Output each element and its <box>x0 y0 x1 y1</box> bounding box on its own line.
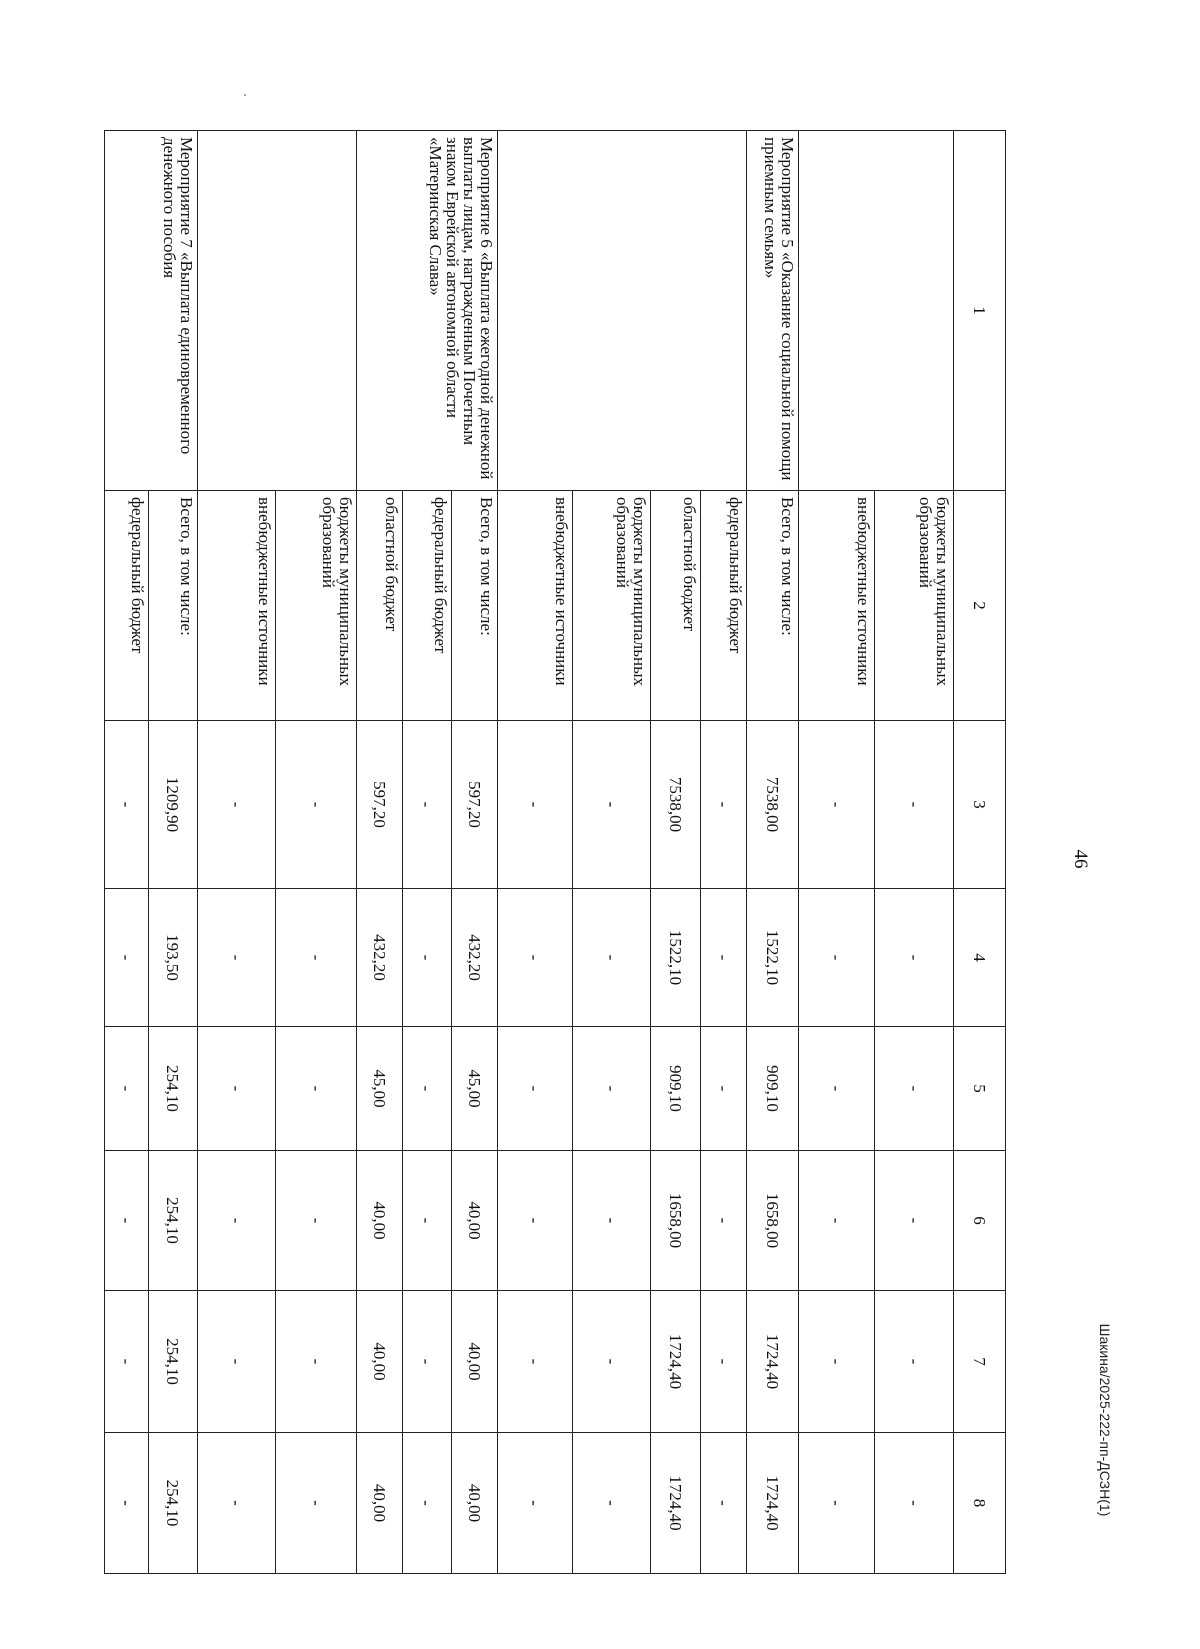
funding-source-cell: Всего, в том числе: <box>452 491 498 721</box>
value-cell: 40,00 <box>356 1433 402 1574</box>
value-cell: - <box>105 1151 149 1291</box>
value-cell: 1724,40 <box>747 1433 799 1574</box>
value-cell: - <box>701 1027 747 1151</box>
table-row <box>276 131 356 1574</box>
value-cell: - <box>572 1151 650 1291</box>
budget-table <box>104 130 1006 1574</box>
value-cell: - <box>498 1151 573 1291</box>
value-cell: - <box>875 1433 954 1574</box>
value-cell: - <box>701 1433 747 1574</box>
value-cell: - <box>701 889 747 1027</box>
funding-source-cell: внебюджетные источники <box>799 491 875 721</box>
funding-source-cell: внебюджетные источники <box>498 491 573 721</box>
value-cell: 1724,40 <box>650 1291 701 1433</box>
value-cell: - <box>875 1027 954 1151</box>
value-cell: 254,10 <box>148 1151 197 1291</box>
funding-source-cell: внебюджетные источники <box>198 491 276 721</box>
value-cell: - <box>105 1027 149 1151</box>
value-cell: - <box>402 1151 451 1291</box>
table-row <box>452 131 498 1574</box>
value-cell: 1209,90 <box>148 721 197 889</box>
value-cell: - <box>198 889 276 1027</box>
funding-source-cell: областной бюджет <box>356 491 402 721</box>
value-cell: - <box>105 889 149 1027</box>
value-cell: 40,00 <box>452 1291 498 1433</box>
value-cell: - <box>198 1027 276 1151</box>
page-number: 46 <box>1070 849 1091 869</box>
column-header: 5 <box>954 1027 1006 1151</box>
event-6-cell: Мероприятие 6 «Выплата ежегодной денежной выплаты лицам, награжденным Почетным знаком Еврейской автономной области «Материнская Слава» <box>356 131 497 491</box>
value-cell: - <box>701 1291 747 1433</box>
value-cell: 1522,10 <box>747 889 799 1027</box>
value-cell: 193,50 <box>148 889 197 1027</box>
value-cell: 432,20 <box>452 889 498 1027</box>
value-cell: 40,00 <box>452 1433 498 1574</box>
empty-event-cell <box>799 131 954 491</box>
value-cell: - <box>701 721 747 889</box>
value-cell: - <box>105 721 149 889</box>
value-cell: - <box>198 1433 276 1574</box>
value-cell: - <box>402 1433 451 1574</box>
column-header: 8 <box>954 1433 1006 1574</box>
value-cell: 40,00 <box>356 1291 402 1433</box>
funding-source-cell: федеральный бюджет <box>701 491 747 721</box>
value-cell: - <box>498 1027 573 1151</box>
column-header: 6 <box>954 1151 1006 1291</box>
document-footer-code: Шакина/2025-222-пп-ДСЗН(1) <box>1097 1323 1113 1517</box>
value-cell: - <box>198 1291 276 1433</box>
column-header: 2 <box>954 491 1006 721</box>
value-cell: - <box>402 1027 451 1151</box>
event-7-cell: Мероприятие 7 «Выплата единовременного денежного пособия <box>105 131 198 491</box>
value-cell: 254,10 <box>148 1433 197 1574</box>
table-row <box>875 131 954 1574</box>
value-cell: - <box>276 1151 356 1291</box>
value-cell: 1724,40 <box>747 1291 799 1433</box>
value-cell: 1658,00 <box>747 1151 799 1291</box>
value-cell: - <box>572 1027 650 1151</box>
value-cell: 1724,40 <box>650 1433 701 1574</box>
funding-source-cell: федеральный бюджет <box>402 491 451 721</box>
value-cell: - <box>799 1151 875 1291</box>
value-cell: - <box>701 1151 747 1291</box>
funding-source-cell: Всего, в том числе: <box>148 491 197 721</box>
value-cell: - <box>572 1433 650 1574</box>
empty-event-cell <box>498 131 747 491</box>
value-cell: - <box>799 721 875 889</box>
value-cell: - <box>402 1291 451 1433</box>
value-cell: - <box>572 1291 650 1433</box>
value-cell: 432,20 <box>356 889 402 1027</box>
event-5-cell: Мероприятие 5 «Оказание социальной помощи приемным семьям» <box>747 131 799 491</box>
value-cell: - <box>799 1433 875 1574</box>
value-cell: - <box>105 1291 149 1433</box>
value-cell: 597,20 <box>452 721 498 889</box>
table-row <box>747 131 799 1574</box>
scan-speck <box>244 94 246 96</box>
value-cell: - <box>875 721 954 889</box>
table-row <box>148 131 197 1574</box>
value-cell: - <box>498 721 573 889</box>
value-cell: - <box>875 889 954 1027</box>
value-cell: 1658,00 <box>650 1151 701 1291</box>
value-cell: 1522,10 <box>650 889 701 1027</box>
value-cell: - <box>105 1433 149 1574</box>
value-cell: - <box>276 889 356 1027</box>
value-cell: 45,00 <box>452 1027 498 1151</box>
column-header: 4 <box>954 889 1006 1027</box>
value-cell: - <box>498 889 573 1027</box>
empty-event-cell <box>198 131 357 491</box>
value-cell: - <box>402 721 451 889</box>
value-cell: 7538,00 <box>747 721 799 889</box>
value-cell: 7538,00 <box>650 721 701 889</box>
table-header-row <box>954 131 1006 1574</box>
table-row <box>701 131 747 1574</box>
value-cell: - <box>276 1027 356 1151</box>
funding-source-cell: бюджеты муниципальных образований <box>572 491 650 721</box>
value-cell: - <box>198 721 276 889</box>
funding-source-cell: Всего, в том числе: <box>747 491 799 721</box>
value-cell: - <box>799 1291 875 1433</box>
value-cell: - <box>875 1291 954 1433</box>
value-cell: 909,10 <box>650 1027 701 1151</box>
value-cell: - <box>875 1151 954 1291</box>
value-cell: 597,20 <box>356 721 402 889</box>
value-cell: - <box>198 1151 276 1291</box>
column-header: 1 <box>954 131 1006 491</box>
funding-source-cell: бюджеты муниципальных образований <box>276 491 356 721</box>
value-cell: - <box>276 721 356 889</box>
funding-source-cell: бюджеты муниципальных образований <box>875 491 954 721</box>
value-cell: - <box>276 1291 356 1433</box>
value-cell: - <box>276 1433 356 1574</box>
value-cell: - <box>498 1433 573 1574</box>
value-cell: 45,00 <box>356 1027 402 1151</box>
rotated-table-container <box>104 130 1006 1573</box>
value-cell: - <box>799 889 875 1027</box>
value-cell: - <box>498 1291 573 1433</box>
column-header: 3 <box>954 721 1006 889</box>
value-cell: 40,00 <box>356 1151 402 1291</box>
value-cell: 40,00 <box>452 1151 498 1291</box>
value-cell: - <box>572 721 650 889</box>
value-cell: - <box>402 889 451 1027</box>
value-cell: 254,10 <box>148 1027 197 1151</box>
value-cell: - <box>572 889 650 1027</box>
value-cell: 254,10 <box>148 1291 197 1433</box>
funding-source-cell: федеральный бюджет <box>105 491 149 721</box>
column-header: 7 <box>954 1291 1006 1433</box>
value-cell: 909,10 <box>747 1027 799 1151</box>
value-cell: - <box>799 1027 875 1151</box>
funding-source-cell: областной бюджет <box>650 491 701 721</box>
